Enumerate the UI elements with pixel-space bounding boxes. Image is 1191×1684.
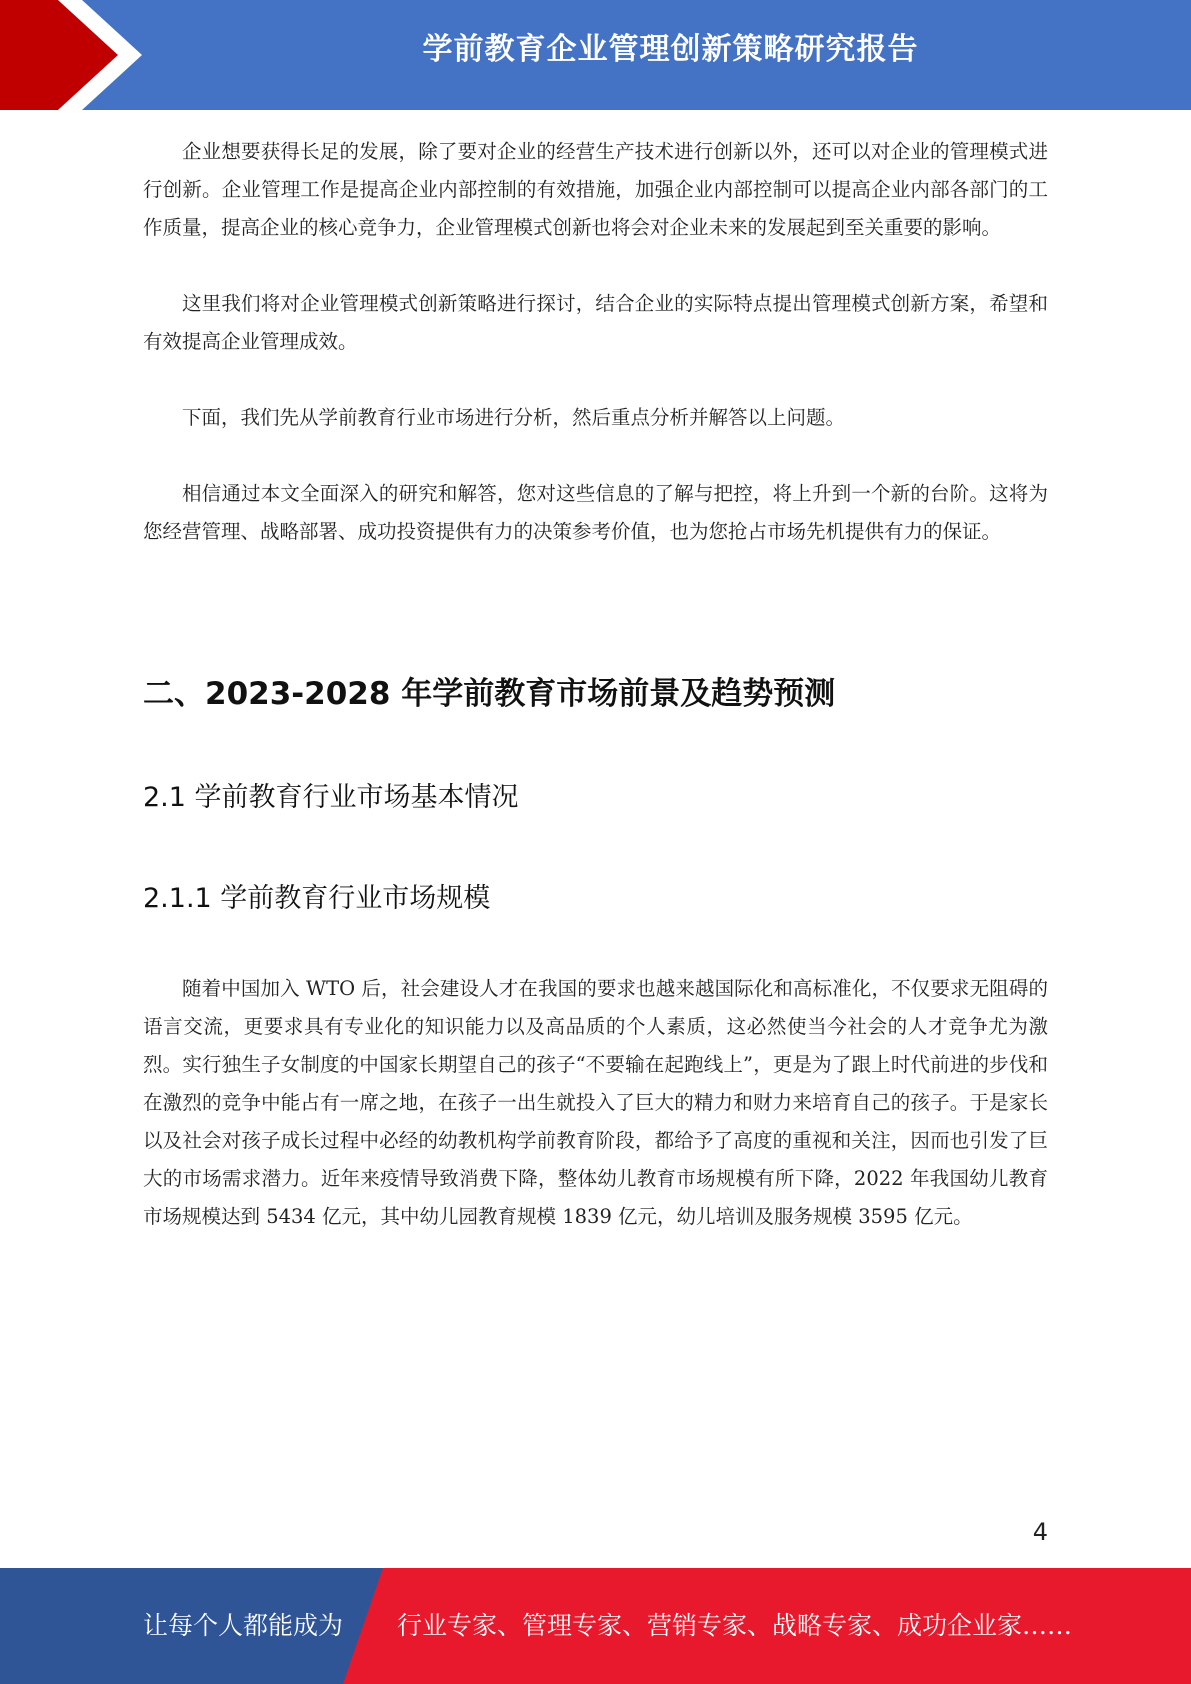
market-size-section [143,970,1048,1236]
intro-paragraph-4: 相信通过本文全面深入的研究和解答，您对这些信息的了解与把控，将上升到一个新的台阶。这将为您经营管理、战略部署、成功投资提供有力的决策参考价值，也为您抢占市场先机提供有力的保证。 [143,482,1048,543]
section-heading: 二、2023-2028 年学前教育市场前景及趋势预测 [143,676,836,712]
page-number: 4 [1032,1518,1048,1546]
header-banner [0,0,1191,110]
intro-paragraph-2: 这里我们将对企业管理模式创新策略进行探讨，结合企业的实际特点提出管理模式创新方案，希望和有效提高企业管理成效。 [143,292,1048,353]
intro-section [143,133,1048,551]
intro-paragraph-3: 下面，我们先从学前教育行业市场进行分析，然后重点分析并解答以上问题。 [182,406,846,429]
subsection-heading: 2.1 学前教育行业市场基本情况 [143,782,519,813]
footer-slogan-right: 行业专家、管理专家、营销专家、战略专家、成功企业家…… [397,1611,1073,1640]
market-size-paragraph: 随着中国加入 WTO 后，社会建设人才在我国的要求也越来越国际化和高标准化，不仅要求无阻碍的语言交流，更要求具有专业化的知识能力以及高品质的个人素质，这必然使当今社会的人才竞争尤为激烈。实行独生子女制度的中国家长期望自己的孩子“不要输在起跑线上”，更是为了跟上时代前进的步伐和在激烈的竞争中能占有一席之地，在孩子一出生就投入了巨大的精力和财力来培育自己的孩子。于是家长以及社会对孩子成长过程中必经的幼教机构学前教育阶段，都给予了高度的重视和关注，因而也引发了巨大的市场需求潜力。近年来疫情导致消费下降，整体幼儿教育市场规模有所下降，2022 年我国幼儿教育市场规模达到 5434 亿元，其中幼儿园教育规模 1839 亿元，幼儿培训及服务规模 3595 亿元。 [143,977,1048,1228]
document-title: 学前教育企业管理创新策略研究报告 [422,32,919,67]
intro-paragraph-1: 企业想要获得长足的发展，除了要对企业的经营生产技术进行创新以外，还可以对企业的管理模式进行创新。企业管理工作是提高企业内部控制的有效措施，加强企业内部控制可以提高企业内部各部门的工作质量，提高企业的核心竞争力，企业管理模式创新也将会对企业未来的发展起到至关重要的影响。 [143,140,1048,239]
footer-slogan-left: 让每个人都能成为 [143,1611,344,1640]
subsubsection-heading: 2.1.1 学前教育行业市场规模 [143,883,491,914]
footer-banner [0,1568,1191,1684]
